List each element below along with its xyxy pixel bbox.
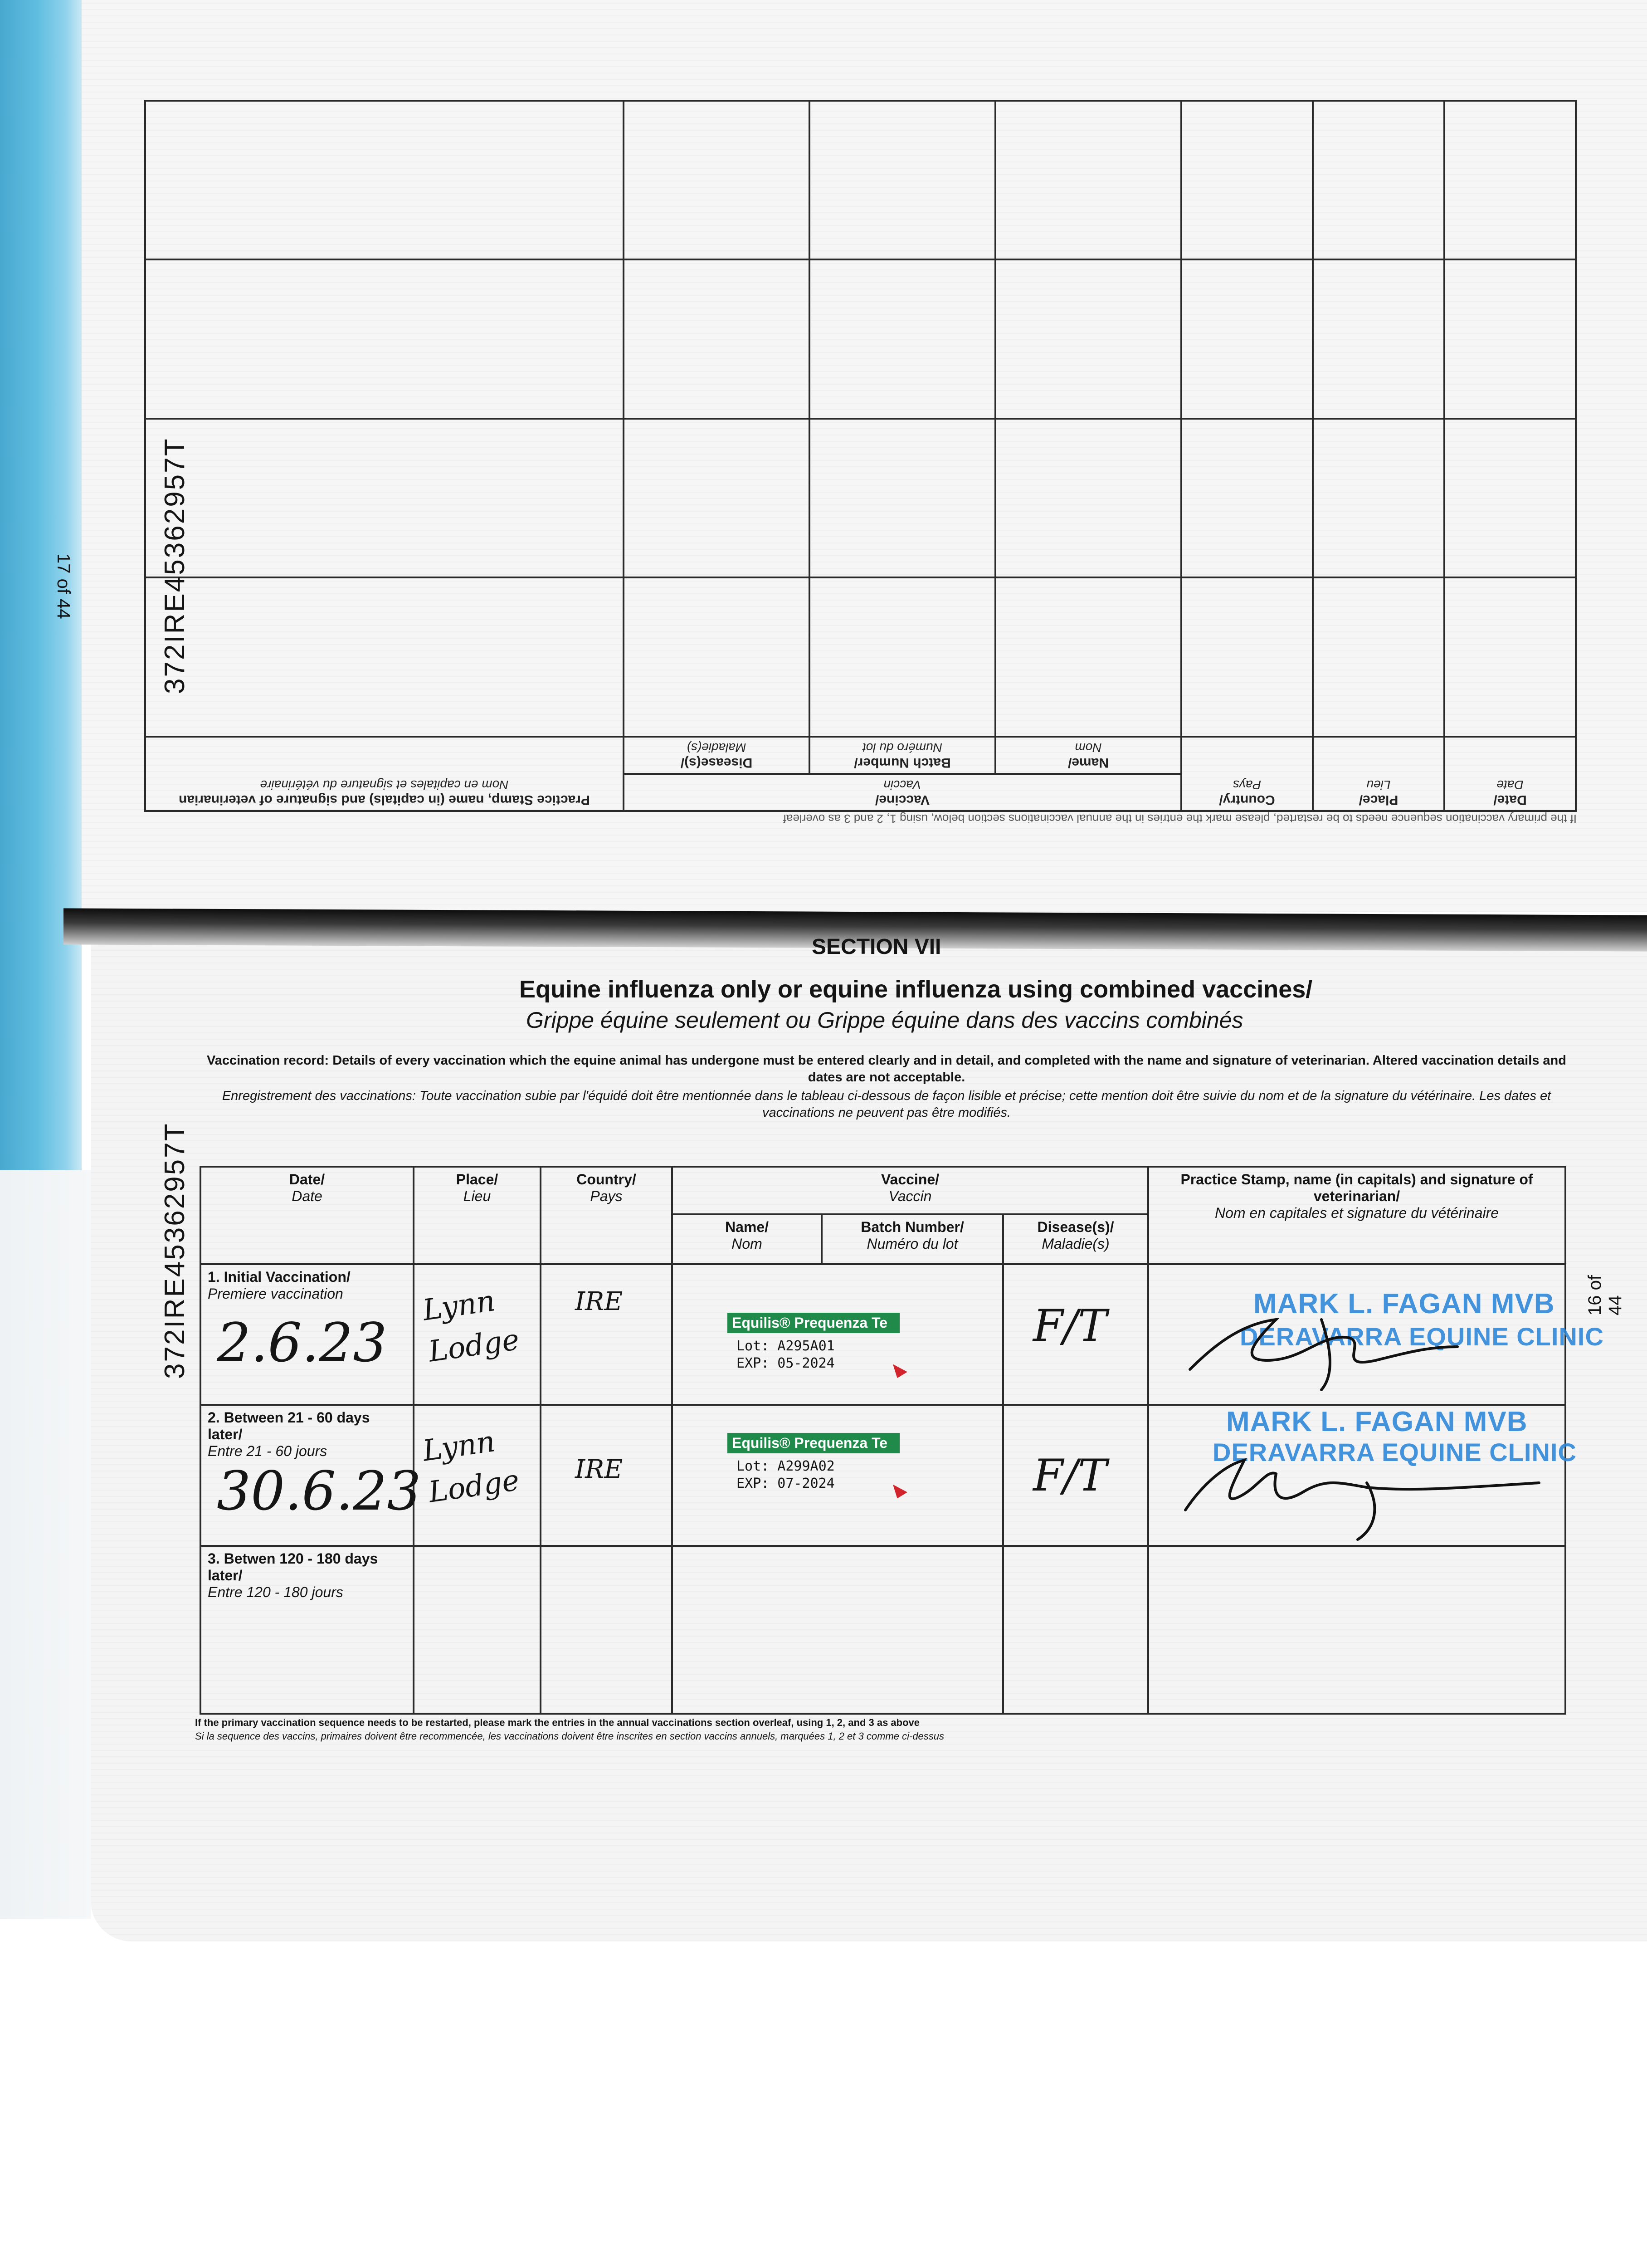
header-name: Name/ Nom [672, 1214, 822, 1264]
intro-fr: Enregistrement des vaccinations: Toute vaccination subie par l'équidé doit être mentionnée dans le tableau ci-dessous de façon lisible et précise; cette mention doit être suivie du nom et de la signature du vétérinaire. Les dates et vaccinations ne peuvent pas être modifiés. [222, 1089, 1551, 1120]
upper-empty-row [145, 419, 1576, 578]
row1-date: 2.6.23 [217, 1311, 387, 1374]
row1-disease-cell [1003, 1264, 1148, 1405]
row3-date-cell: 3. Betwen 120 - 180 days later/ Entre 120 - 180 jours [200, 1546, 414, 1714]
row2-vaccine-cell [672, 1405, 1003, 1545]
row3-disease-cell [1003, 1546, 1148, 1714]
row2-date-cell: 2. Between 21 - 60 days later/ Entre 21 - 60 jours 30.6.23 [200, 1405, 414, 1545]
row1-stamp-cell [1148, 1264, 1604, 1405]
header-stamp: Practice Stamp, name (in capitals) and signature of veterinarian/ Nom en capitales et signature du vétérinaire [1148, 1167, 1565, 1264]
upper-header-place: Place/ Lieu [1313, 737, 1444, 811]
row1-date-cell: 1. Initial Vaccination/ Premiere vaccination 2.6.23 [200, 1264, 414, 1405]
upper-page-number: 17 of 44 [54, 553, 73, 619]
header-date: Date/ Date [200, 1167, 414, 1264]
row1-signature [1185, 1292, 1476, 1392]
row1-stamp-clinic: DERAVARRA EQUINE CLINIC [1240, 1322, 1604, 1351]
row1-country: IRE [575, 1287, 623, 1317]
upper-header-stamp: Practice Stamp, name (in capitals) and signature of veterinarian Nom en capitales et signature du vétérinaire [145, 737, 624, 811]
row2-stamp-cell [1148, 1405, 1577, 1545]
upper-header-country: Country/ Pays [1181, 737, 1313, 811]
row2-disease-cell [1003, 1405, 1148, 1545]
row3-vaccine-cell [672, 1546, 1003, 1714]
row1-disease: F/T [1033, 1300, 1107, 1352]
upper-empty-row [145, 260, 1576, 419]
row2-vaccine-sticker [727, 1433, 900, 1492]
page-number: 16 of 44 [1585, 1275, 1625, 1315]
row1-stamp-name: MARK L. FAGAN MVB [1253, 1288, 1555, 1320]
upper-header-batch: Batch Number/ Numéro du lot [809, 737, 995, 774]
row2-stamp-name: MARK L. FAGAN MVB [1226, 1406, 1528, 1438]
row1-batch: Lot: A295A01 EXP: 05-2024 [736, 1338, 835, 1372]
footer-note-fr: Si la sequence des vaccins, primaires doivent être recommencée, les vaccinations doivent être inscrites en section vaccins annuels, marquées 1, 2 et 3 comme ci-dessus [195, 1730, 945, 1742]
upper-vaccination-table [144, 100, 1577, 812]
passport-cover-lower [0, 1170, 91, 1919]
row2-place-cell [414, 1405, 541, 1545]
row2-date: 30.6.23 [217, 1460, 421, 1523]
row1-country-cell [541, 1264, 672, 1405]
row2-vaccine-name: Equilis® Prequenza Te [727, 1433, 900, 1453]
header-place: Place/ Lieu [414, 1167, 541, 1264]
vaccination-table [200, 1166, 1604, 1715]
upper-note: If the primary vaccination sequence needs to be restarted, please mark the entries in the annual vaccinations section below, using 1, 2 and 3 as overleaf [783, 812, 1577, 826]
row2-country-cell [541, 1405, 672, 1545]
section-title-fr: Grippe équine seulement ou Grippe équine dans des vaccins combinés [526, 1007, 1243, 1033]
horse-id: 372IRE45362957T [159, 1122, 190, 1379]
row1-place: Lynn Lodge [420, 1284, 521, 1369]
row3-stamp-cell [1148, 1546, 1565, 1714]
row2-batch: Lot: A299A02 EXP: 07-2024 [736, 1458, 835, 1492]
upper-empty-row [145, 101, 1576, 260]
footer-note-en: If the primary vaccination sequence needs to be restarted, please mark the entries in the annual vaccinations section overleaf, using 1, 2, and 3 as above [195, 1717, 920, 1728]
header-country: Country/ Pays [541, 1167, 672, 1264]
upper-empty-row [145, 578, 1576, 737]
row1-vaccine-sticker [727, 1313, 900, 1372]
row1-place-cell [414, 1264, 541, 1405]
header-disease: Disease(s)/ Maladie(s) [1003, 1214, 1148, 1264]
row2-disease: F/T [1033, 1450, 1107, 1501]
intro-en: Vaccination record: Details of every vaccination which the equine animal has undergone must be entered clearly and in detail, and completed with the name and signature of veterinarian. Altered vaccination details and dates are not acceptable. [207, 1053, 1566, 1085]
header-vaccine: Vaccine/ Vaccin [672, 1167, 1148, 1214]
table-row [200, 1264, 1565, 1405]
row2-signature [1176, 1456, 1548, 1542]
header-batch: Batch Number/ Numéro du lot [822, 1214, 1003, 1264]
row3-country-cell [541, 1546, 672, 1714]
section-intro [206, 1052, 1567, 1121]
upper-header-vaccine: Vaccine/ Vaccin [624, 774, 1181, 811]
upper-header-date: Date/ Date [1444, 737, 1576, 811]
table-row [200, 1405, 1565, 1545]
row1-vaccine-cell [672, 1264, 1003, 1405]
row2-stamp-clinic: DERAVARRA EQUINE CLINIC [1213, 1438, 1577, 1467]
row1-vaccine-name: Equilis® Prequenza Te [727, 1313, 900, 1333]
row3-place-cell [414, 1546, 541, 1714]
section-title: Equine influenza only or equine influenza using combined vaccines/ [519, 976, 1313, 1003]
upper-header-name: Name/ Nom [995, 737, 1181, 774]
upper-header-disease: Disease(s)/ Maladie(s) [624, 737, 809, 774]
row2-place: Lynn Lodge [420, 1425, 521, 1510]
section-number: SECTION VII [812, 935, 941, 959]
upper-page-content [0, 0, 1647, 912]
row2-country: IRE [575, 1455, 623, 1485]
table-row [200, 1546, 1565, 1714]
upper-horse-id: 372IRE45362957T [159, 437, 190, 694]
